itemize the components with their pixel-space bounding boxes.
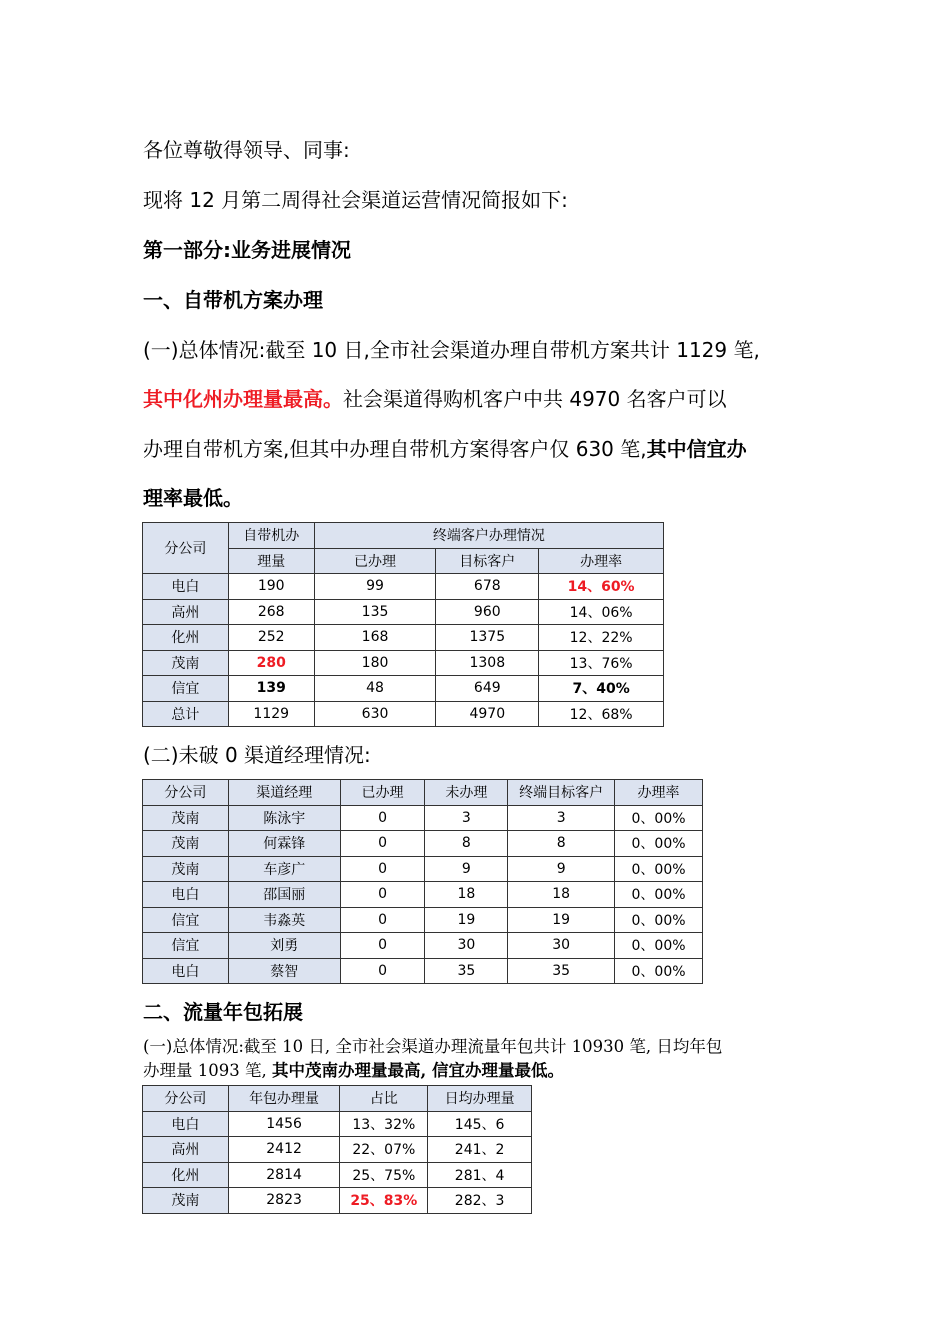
header-cell: 日均办理量 (428, 1086, 532, 1112)
cell-branch: 信宜 (143, 907, 229, 933)
cell-target: 1375 (436, 625, 539, 651)
header-cell: 已办理 (340, 780, 425, 806)
cell-manager: 陈泳宇 (228, 805, 340, 831)
cell-branch: 电白 (143, 574, 229, 600)
table-row (143, 650, 664, 676)
cell-rate: 14、60% (539, 574, 664, 600)
cell-branch: 高州 (143, 1137, 229, 1163)
section1-line2-text: 社会渠道得购机客户中共 4970 名客户可以 (343, 387, 727, 411)
cell-manager: 车彦广 (228, 856, 340, 882)
cell-undone: 19 (425, 907, 508, 933)
cell-daily: 281、4 (428, 1162, 532, 1188)
cell-rate: 0、00% (615, 958, 703, 984)
header-cell: 终端目标客户 (508, 780, 615, 806)
cell-undone: 35 (425, 958, 508, 984)
cell-rate: 7、40% (539, 676, 664, 702)
cell-done: 48 (314, 676, 436, 702)
cell-done: 0 (340, 907, 425, 933)
part1-title: 第一部分:业务进展情况 (143, 238, 351, 262)
header-target: 目标客户 (436, 548, 539, 574)
section1-line3-text: 办理自带机方案,但其中办理自带机方案得客户仅 630 笔, (143, 437, 647, 461)
section1-line4: 理率最低。 (143, 486, 243, 510)
section1-sub2: (二)未破 0 渠道经理情况: (143, 743, 371, 767)
header-done: 已办理 (314, 548, 436, 574)
header-cell: 办理率 (615, 780, 703, 806)
cell-selfdevice: 139 (228, 676, 314, 702)
cell-branch: 电白 (143, 882, 229, 908)
cell-target: 30 (508, 933, 615, 959)
cell-manager: 何霖锋 (228, 831, 340, 857)
section1-line2 (143, 385, 727, 413)
header-rate: 办理率 (539, 548, 664, 574)
cell-undone: 18 (425, 882, 508, 908)
table-flow-package (142, 1085, 532, 1214)
table-row (143, 1162, 532, 1188)
table-row (143, 882, 703, 908)
table-row (143, 599, 664, 625)
cell-done: 630 (314, 701, 436, 727)
table-row (143, 856, 703, 882)
cell-target: 678 (436, 574, 539, 600)
cell-rate: 0、00% (615, 805, 703, 831)
cell-target: 8 (508, 831, 615, 857)
header-branch: 分公司 (143, 523, 229, 574)
header-group: 终端客户办理情况 (314, 523, 663, 549)
header-cell: 未办理 (425, 780, 508, 806)
header-cell: 分公司 (143, 780, 229, 806)
cell-selfdevice: 280 (228, 650, 314, 676)
section1-line3 (143, 435, 747, 463)
cell-target: 960 (436, 599, 539, 625)
cell-volume: 1456 (228, 1111, 340, 1137)
cell-branch: 化州 (143, 1162, 229, 1188)
cell-target: 4970 (436, 701, 539, 727)
cell-done: 0 (340, 856, 425, 882)
cell-target: 3 (508, 805, 615, 831)
table-header-row (143, 1086, 532, 1112)
cell-rate: 0、00% (615, 907, 703, 933)
header-cell: 占比 (340, 1086, 428, 1112)
header-selfdevice-line2: 理量 (228, 548, 314, 574)
section2-line2-bold: 其中茂南办理量最高, 信宜办理量最低。 (271, 1061, 564, 1080)
intro: 现将 12 月第二周得社会渠道运营情况简报如下: (143, 188, 568, 212)
cell-target: 649 (436, 676, 539, 702)
cell-share: 25、75% (340, 1162, 428, 1188)
cell-target: 9 (508, 856, 615, 882)
cell-daily: 282、3 (428, 1188, 532, 1214)
cell-branch: 化州 (143, 625, 229, 651)
cell-branch: 高州 (143, 599, 229, 625)
cell-volume: 2814 (228, 1162, 340, 1188)
cell-done: 0 (340, 805, 425, 831)
header-cell: 分公司 (143, 1086, 229, 1112)
cell-rate: 0、00% (615, 882, 703, 908)
table-header-row (143, 780, 703, 806)
cell-selfdevice: 1129 (228, 701, 314, 727)
cell-done: 0 (340, 882, 425, 908)
cell-undone: 3 (425, 805, 508, 831)
table-row (143, 933, 703, 959)
section2-line1: (一)总体情况:截至 10 日, 全市社会渠道办理流量年包共计 10930 笔, 日均年包 (143, 1037, 723, 1056)
cell-rate: 0、00% (615, 831, 703, 857)
cell-manager: 邵国丽 (228, 882, 340, 908)
table-row (143, 907, 703, 933)
cell-volume: 2823 (228, 1188, 340, 1214)
table-zero-managers (142, 779, 703, 984)
table-row (143, 574, 664, 600)
cell-branch: 茂南 (143, 1188, 229, 1214)
header-cell: 年包办理量 (228, 1086, 340, 1112)
table-row (143, 625, 664, 651)
cell-rate: 14、06% (539, 599, 664, 625)
table-header-row (143, 523, 664, 549)
cell-daily: 145、6 (428, 1111, 532, 1137)
table-row (143, 676, 664, 702)
header-cell: 渠道经理 (228, 780, 340, 806)
greeting: 各位尊敬得领导、同事: (143, 138, 350, 162)
cell-rate: 12、22% (539, 625, 664, 651)
cell-done: 135 (314, 599, 436, 625)
table-selfdevice (142, 522, 664, 727)
cell-manager: 韦淼英 (228, 907, 340, 933)
cell-selfdevice: 268 (228, 599, 314, 625)
cell-done: 168 (314, 625, 436, 651)
table-row (143, 805, 703, 831)
cell-target: 18 (508, 882, 615, 908)
section2-title: 二、流量年包拓展 (143, 1000, 303, 1024)
cell-done: 99 (314, 574, 436, 600)
cell-branch: 信宜 (143, 676, 229, 702)
section2-line2-text: 办理量 1093 笔, (143, 1061, 272, 1080)
table-row (143, 701, 664, 727)
cell-undone: 30 (425, 933, 508, 959)
cell-branch: 信宜 (143, 933, 229, 959)
cell-manager: 刘勇 (228, 933, 340, 959)
table-row (143, 1111, 532, 1137)
section1-title: 一、自带机方案办理 (143, 288, 323, 312)
cell-rate: 0、00% (615, 856, 703, 882)
cell-rate: 0、00% (615, 933, 703, 959)
cell-branch: 茂南 (143, 650, 229, 676)
cell-share: 13、32% (340, 1111, 428, 1137)
cell-share: 25、83% (340, 1188, 428, 1214)
cell-branch: 茂南 (143, 805, 229, 831)
cell-volume: 2412 (228, 1137, 340, 1163)
section2-line2 (143, 1060, 564, 1082)
cell-branch: 电白 (143, 1111, 229, 1137)
cell-rate: 13、76% (539, 650, 664, 676)
cell-done: 180 (314, 650, 436, 676)
cell-branch: 茂南 (143, 831, 229, 857)
cell-undone: 9 (425, 856, 508, 882)
cell-target: 19 (508, 907, 615, 933)
table-row (143, 958, 703, 984)
section1-highlight-red: 其中化州办理量最高。 (143, 387, 343, 411)
cell-done: 0 (340, 831, 425, 857)
cell-target: 35 (508, 958, 615, 984)
cell-branch: 茂南 (143, 856, 229, 882)
table-row (143, 831, 703, 857)
cell-undone: 8 (425, 831, 508, 857)
cell-target: 1308 (436, 650, 539, 676)
cell-done: 0 (340, 958, 425, 984)
table-row (143, 1188, 532, 1214)
section1-line3-bold: 其中信宜办 (646, 437, 747, 461)
table-row (143, 1137, 532, 1163)
cell-done: 0 (340, 933, 425, 959)
cell-rate: 12、68% (539, 701, 664, 727)
section1-line1: (一)总体情况:截至 10 日,全市社会渠道办理自带机方案共计 1129 笔, (143, 338, 760, 362)
cell-selfdevice: 252 (228, 625, 314, 651)
cell-share: 22、07% (340, 1137, 428, 1163)
cell-branch: 电白 (143, 958, 229, 984)
header-selfdevice-line1: 自带机办 (228, 523, 314, 549)
cell-daily: 241、2 (428, 1137, 532, 1163)
cell-branch: 总计 (143, 701, 229, 727)
cell-manager: 蔡智 (228, 958, 340, 984)
cell-selfdevice: 190 (228, 574, 314, 600)
